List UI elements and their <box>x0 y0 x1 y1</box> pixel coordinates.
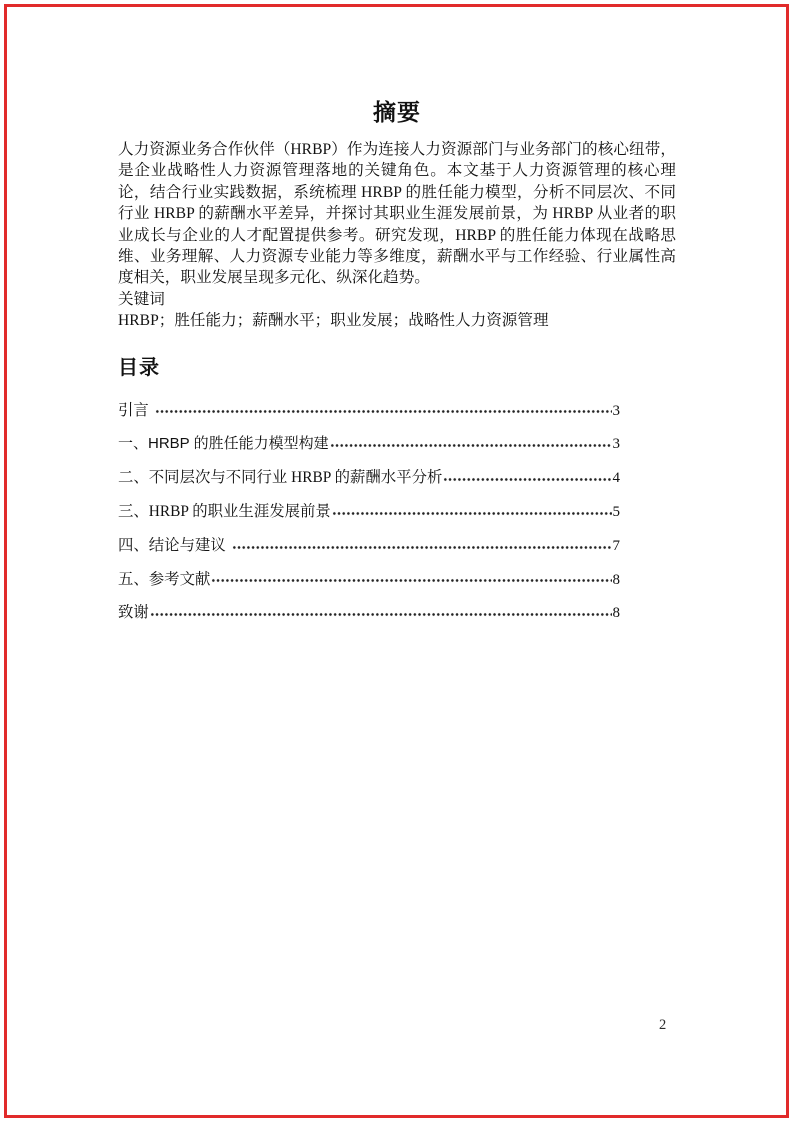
keywords-label: 关键词 <box>118 290 165 308</box>
toc-entry-chapter-2[interactable] <box>118 467 620 489</box>
toc-entry-title: 四、结论与建议 <box>118 536 226 554</box>
dot-leader <box>150 602 612 624</box>
toc-page-number: 8 <box>612 605 620 622</box>
dot-leader <box>330 433 612 455</box>
toc-page-number: 8 <box>612 571 620 588</box>
dot-leader <box>232 535 612 557</box>
toc-heading: 目录 <box>118 356 160 379</box>
toc-entry-title: 三、HRBP 的职业生涯发展前景 <box>118 503 331 521</box>
toc-entry-chapter-1[interactable] <box>118 433 620 455</box>
toc-entry-acknowledgements[interactable] <box>118 602 620 624</box>
abstract-heading: 摘要 <box>373 100 421 125</box>
toc-entry-title: 二、不同层次与不同行业 HRBP 的薪酬水平分析 <box>118 469 443 487</box>
keywords-text: HRBP；胜任能力；薪酬水平；职业发展；战略性人力资源管理 <box>118 312 549 330</box>
toc-entry-title: 致谢 <box>118 604 149 622</box>
toc-entry-introduction[interactable] <box>118 400 620 422</box>
toc-entry-title: 一、HRBP 的胜任能力模型构建 <box>118 435 329 453</box>
dot-leader <box>332 501 612 523</box>
toc-entry-references[interactable] <box>118 569 620 591</box>
toc-entry-chapter-4[interactable] <box>118 535 620 557</box>
abstract-paragraph: 人力资源业务合作伙伴（HRBP）作为连接人力资源部门与业务部门的核心纽带，是企业战略性人力资源管理落地的关键角色。本文基于人力资源管理的核心理论，结合行业实践数据，系统梳理 HRBP 的胜任能力模型，分析不同层次、不同行业 HRBP 的薪酬水平差异，并探讨其职业生涯发展前景，为 HRBP 从业者的职业成长与企业的人才配置提供参考。研究发现，HRBP 的胜任能力体现在战略思维、业务理解、人力资源专业能力等多维度，薪酬水平与工作经验、行业属性高度相关，职业发展呈现多元化、纵深化趋势。 <box>118 141 676 287</box>
toc-page-number: 5 <box>612 504 620 521</box>
toc-entry-title: 五、参考文献 <box>118 570 211 588</box>
toc-list <box>118 400 620 625</box>
dot-leader <box>155 400 612 422</box>
dot-leader <box>211 569 611 591</box>
footer-page-number: 2 <box>659 1017 667 1033</box>
document-content <box>118 99 676 636</box>
toc-entry-chapter-3[interactable] <box>118 501 620 523</box>
toc-page-number: 4 <box>612 470 620 487</box>
toc-entry-title: 引言 <box>118 401 149 419</box>
dot-leader <box>443 467 611 489</box>
toc-page-number: 3 <box>612 402 620 419</box>
toc-page-number: 3 <box>612 436 620 453</box>
toc-page-number: 7 <box>612 537 620 554</box>
